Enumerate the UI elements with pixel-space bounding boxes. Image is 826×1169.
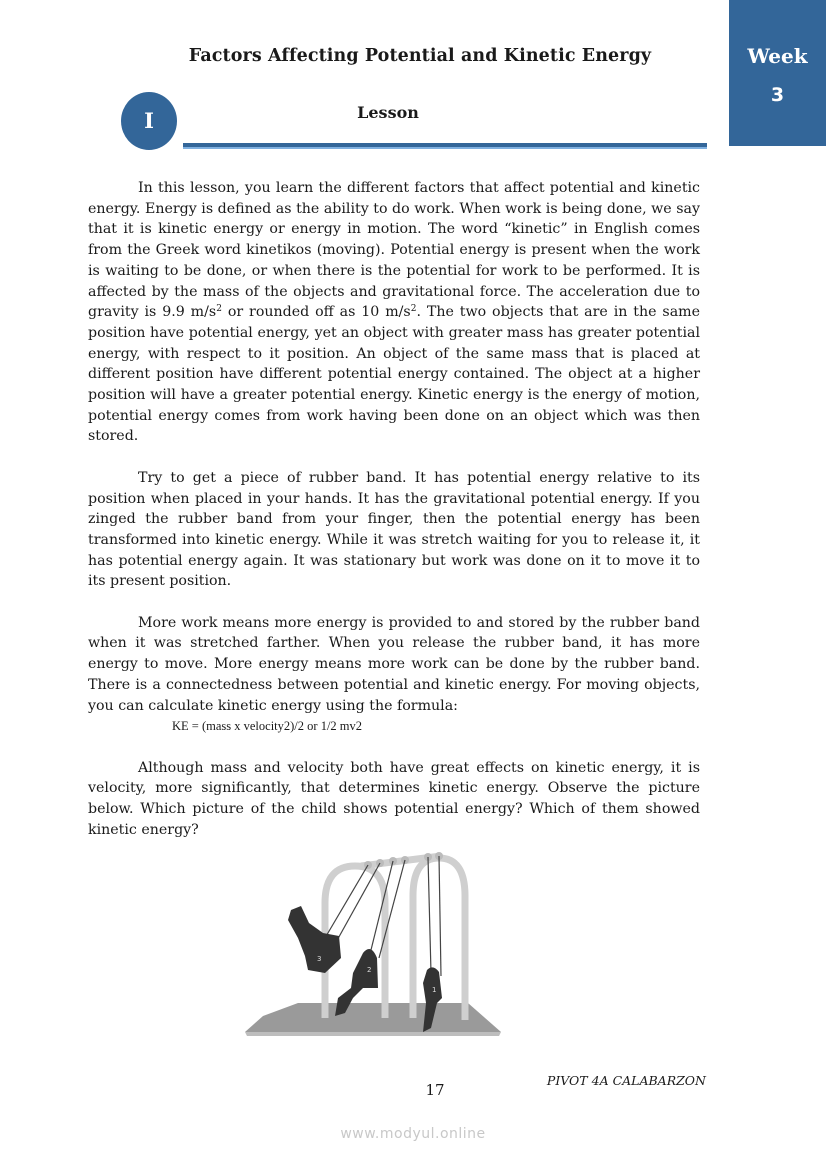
paragraph-work-energy: More work means more energy is provided to and stored by the rubber band when it was stretched farther. When you release the rubber band, it has more energy to move. More energy means more work can be done by the rubber band. There is a connectedness between potential and kinetic energy. For moving objects, you can calculate kinetic energy using the formula: [88,614,700,714]
page-title: Factors Affecting Potential and Kinetic Energy [188,46,652,66]
kinetic-energy-formula: KE = (mass x velocity2)/2 or 1/2 mv2 [172,719,363,734]
svg-text:2: 2 [367,966,372,974]
paragraph-velocity: Although mass and velocity both have great effects on kinetic energy, it is velocity, more significantly, that determines kinetic energy. Observe the picture below. Which picture of the child shows potential energy? Which of them showed kinetic energy? [88,759,700,838]
week-number: 3 [770,84,785,106]
lesson-body [88,178,700,861]
footer-organization: PIVOT 4A CALABARZON [546,1073,706,1088]
page-number: 17 [425,1081,445,1099]
paragraph-rubber-band: Try to get a piece of rubber band. It has potential energy relative to its position when placed in your hands. It has the gravitational potential energy. If you zinged the rubber band from your finger, then the potential energy has been transformed into kinetic energy. While it was stretch waiting for you to release it, it has potential energy again. It was stationary but work was done on it to move it to its present position. [88,469,700,590]
section-label: Lesson [357,103,419,122]
section-divider [183,143,707,149]
svg-text:3: 3 [317,955,322,963]
paragraph-intro: In this lesson, you learn the different factors that affect potential and kinetic energy. Energy is defined as the ability to do work. When work is being done, we say that it is kinetic energy or energy in motion. The word “kinetic” in English comes from the Greek word kinetikos (moving). Potential energy is present when the work is waiting to be done, or when there is the potential for work to be performed. It is affected by the mass of the objects and gravitational force. The acceleration due to gravity is 9.9 $m/s^2$ or rounded off as 10 $m/s^2$. The two objects that are in the same position have potential energy, yet an object with greater mass has greater potential energy, with respect to it position. An object of the same mass that is placed at different position have different potential energy contained. The object at a higher position will have a greater potential energy. Kinetic energy is the energy of motion, potential energy comes from work having been done on an object which was then stored. [88,180,700,445]
swing-set-figure [243,848,505,1038]
watermark: www.modyul.online [340,1126,486,1142]
section-badge: I [121,92,177,150]
week-tab [729,0,826,146]
week-label: Week [747,44,808,68]
svg-text:1: 1 [432,986,437,994]
swing-illustration-icon [243,848,505,1038]
